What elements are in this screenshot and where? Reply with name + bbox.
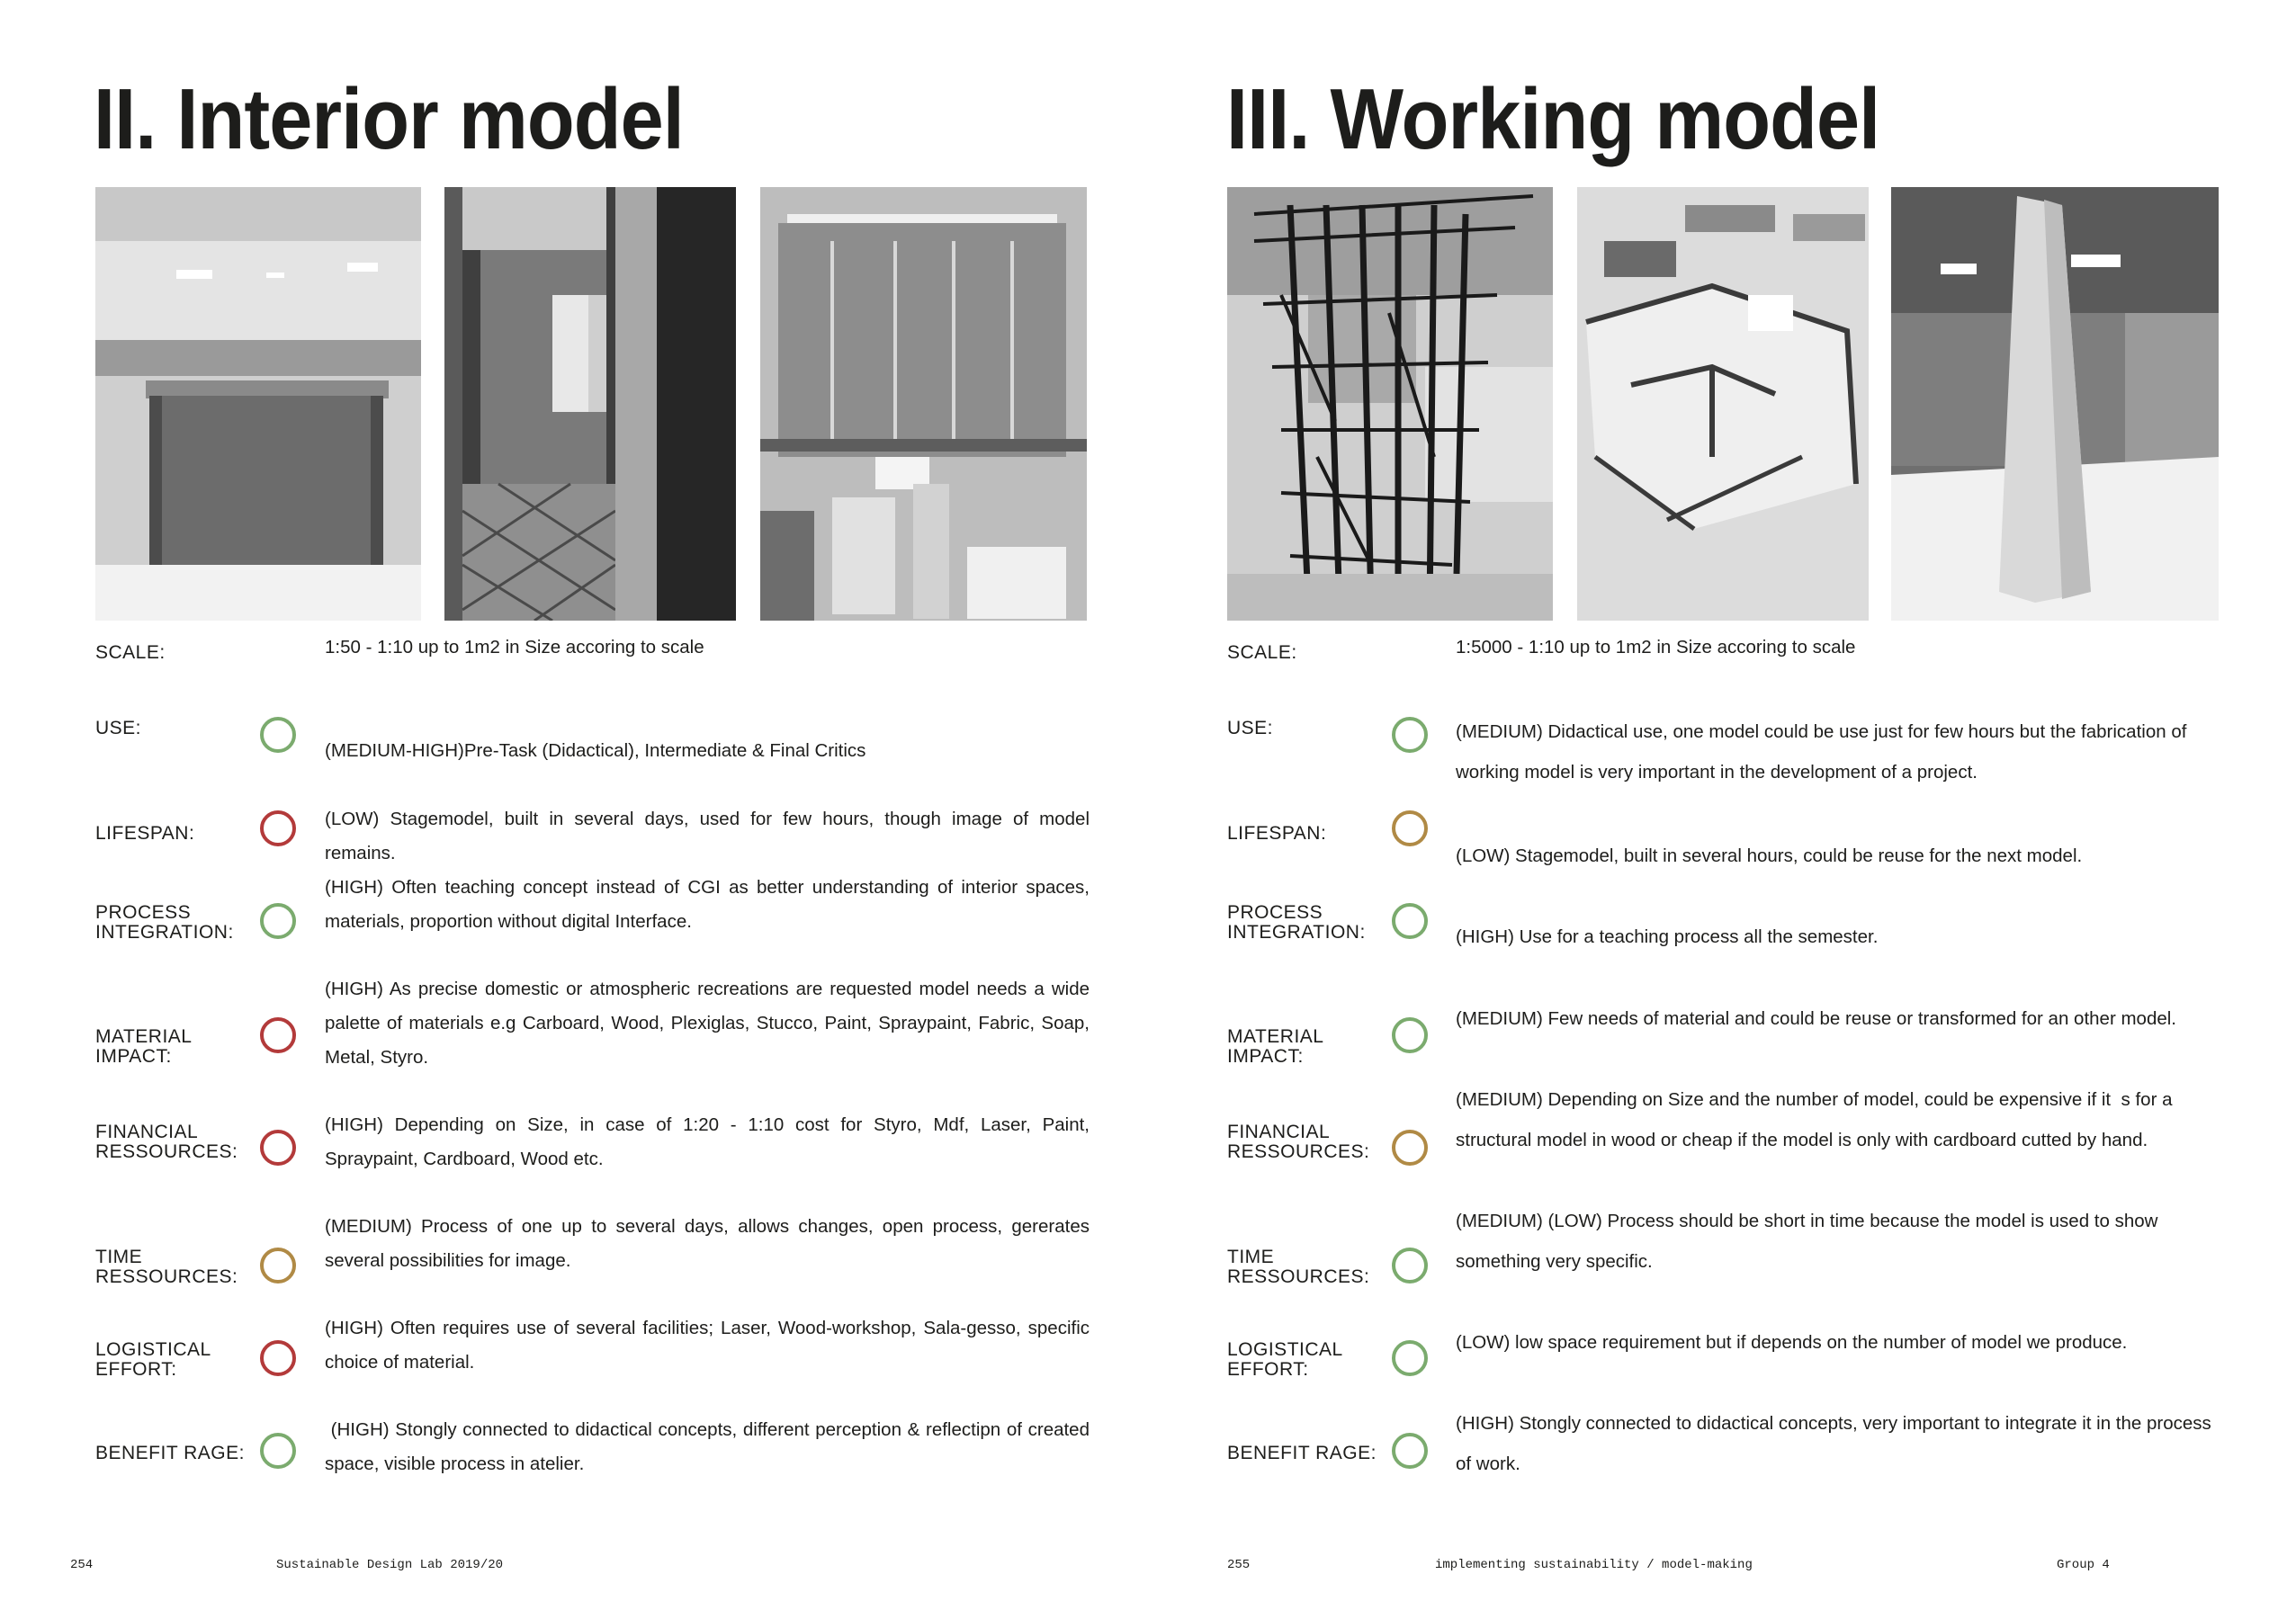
criterion-label-process-integration: PROCESS INTEGRATION: xyxy=(1227,902,1366,943)
page-number: 255 xyxy=(1227,1558,1251,1572)
working-model-photo-1 xyxy=(1227,187,1553,621)
criterion-label-material-impact: MATERIAL IMPACT: xyxy=(95,1026,193,1067)
criterion-description-lifespan: (LOW) Stagemodel, built in several hours, could be reuse for the next model. xyxy=(1456,845,2083,866)
rating-circle-icon-red xyxy=(260,1130,296,1166)
criterion-description-lifespan: (LOW) Stagemodel, built in several days, used for few hours, though image of model remains. xyxy=(325,809,1095,863)
criterion-label-financial-ressources: FINANCIAL RESSOURCES: xyxy=(1227,1122,1370,1162)
criterion-label-lifespan: LIFESPAN: xyxy=(95,823,195,844)
criterion-description-use: (MEDIUM-HIGH)Pre-Task (Didactical), Intermediate & Final Critics xyxy=(325,740,866,761)
criterion-label-time-ressources: TIME RESSOURCES: xyxy=(1227,1247,1370,1287)
criterion-description-material-impact: (HIGH) As precise domestic or atmospheric recreations are requested model needs a wide palette of materials e.g Carboard, Wood, Plexiglas, Stucco, Paint, Spraypaint, Fabric, Soap, Metal, Styro. xyxy=(325,979,1095,1068)
footer-text: implementing sustainability / model-making xyxy=(1435,1558,1753,1572)
rating-circle-icon-green xyxy=(260,1433,296,1469)
footer-text: Sustainable Design Lab 2019/20 xyxy=(276,1558,504,1572)
criterion-description-financial-ressources: (MEDIUM) Depending on Size and the number of model, could be expensive if it s for a structural model in wood or cheap if the model is only with cardboard cutted by hand. xyxy=(1456,1089,2178,1150)
rating-circle-icon-green xyxy=(260,717,296,753)
rating-circle-icon-green xyxy=(1392,1433,1428,1469)
criterion-description-logistical-effort: (HIGH) Often requires use of several facilities; Laser, Wood-workshop, Sala-gesso, specific choice of material. xyxy=(325,1318,1095,1373)
page-title: III. Working model xyxy=(1226,71,1880,167)
criterion-label-material-impact: MATERIAL IMPACT: xyxy=(1227,1026,1324,1067)
working-model-photo-3 xyxy=(1891,187,2219,621)
criterion-label-logistical-effort: LOGISTICAL EFFORT: xyxy=(95,1339,211,1380)
criterion-label-benefit-rage: BENEFIT RAGE: xyxy=(1227,1443,1377,1463)
rating-circle-icon-red xyxy=(260,810,296,846)
rating-circle-icon-red xyxy=(260,1340,296,1376)
rating-circle-icon-red xyxy=(260,1017,296,1053)
rating-circle-icon-green xyxy=(1392,903,1428,939)
criterion-description-benefit-rage: (HIGH) Stongly connected to didactical concepts, very important to integrate it in the process of work. xyxy=(1456,1413,2217,1474)
interior-model-photo-2 xyxy=(444,187,736,621)
criterion-label-financial-ressources: FINANCIAL RESSOURCES: xyxy=(95,1122,238,1162)
rating-circle-icon-amber xyxy=(1392,810,1428,846)
scale-label: SCALE: xyxy=(95,642,166,663)
criterion-description-time-ressources: (MEDIUM) (LOW) Process should be short in time because the model is used to show something very specific. xyxy=(1456,1211,2164,1272)
working-model-photo-2 xyxy=(1577,187,1869,621)
criterion-description-financial-ressources: (HIGH) Depending on Size, in case of 1:20 - 1:10 cost for Styro, Mdf, Laser, Paint, Spraypaint, Cardboard, Wood etc. xyxy=(325,1114,1095,1169)
criterion-description-process-integration: (HIGH) Use for a teaching process all the semester. xyxy=(1456,926,1879,947)
criterion-label-use: USE: xyxy=(95,718,142,738)
scale-label: SCALE: xyxy=(1227,642,1297,663)
criterion-description-material-impact: (MEDIUM) Few needs of material and could be reuse or transformed for an other model. xyxy=(1456,1008,2176,1029)
criterion-label-process-integration: PROCESS INTEGRATION: xyxy=(95,902,234,943)
rating-circle-icon-green xyxy=(1392,1248,1428,1284)
criterion-label-benefit-rage: BENEFIT RAGE: xyxy=(95,1443,245,1463)
scale-text: 1:5000 - 1:10 up to 1m2 in Size accoring to scale xyxy=(1456,637,1856,657)
rating-circle-icon-amber xyxy=(260,1248,296,1284)
rating-circle-icon-green xyxy=(1392,717,1428,753)
rating-circle-icon-green xyxy=(1392,1017,1428,1053)
criterion-description-benefit-rage: (HIGH) Stongly connected to didactical concepts, different perception & reflectipn of created space, visible process in atelier. xyxy=(325,1419,1095,1474)
criterion-description-logistical-effort: (LOW) low space requirement but if depends on the number of model we produce. xyxy=(1456,1332,2128,1353)
criterion-label-time-ressources: TIME RESSOURCES: xyxy=(95,1247,238,1287)
scale-text: 1:50 - 1:10 up to 1m2 in Size accoring to scale xyxy=(325,637,704,657)
criterion-description-time-ressources: (MEDIUM) Process of one up to several days, allows changes, open process, gererates several possibilities for image. xyxy=(325,1216,1095,1271)
criterion-description-use: (MEDIUM) Didactical use, one model could be use just for few hours but the fabrication of working model is very important in the development of a project. xyxy=(1456,721,2193,783)
criterion-description-process-integration: (HIGH) Often teaching concept instead of CGI as better understanding of interior spaces, materials, proportion without digital Interface. xyxy=(325,877,1095,932)
rating-circle-icon-amber xyxy=(1392,1130,1428,1166)
rating-circle-icon-green xyxy=(1392,1340,1428,1376)
interior-model-photo-1 xyxy=(95,187,421,621)
rating-circle-icon-green xyxy=(260,903,296,939)
page-title: II. Interior model xyxy=(94,71,684,167)
interior-model-photo-3 xyxy=(760,187,1087,621)
criterion-label-logistical-effort: LOGISTICAL EFFORT: xyxy=(1227,1339,1343,1380)
page-number: 254 xyxy=(70,1558,94,1572)
criterion-label-lifespan: LIFESPAN: xyxy=(1227,823,1327,844)
criterion-label-use: USE: xyxy=(1227,718,1274,738)
group-label: Group 4 xyxy=(2057,1558,2110,1572)
